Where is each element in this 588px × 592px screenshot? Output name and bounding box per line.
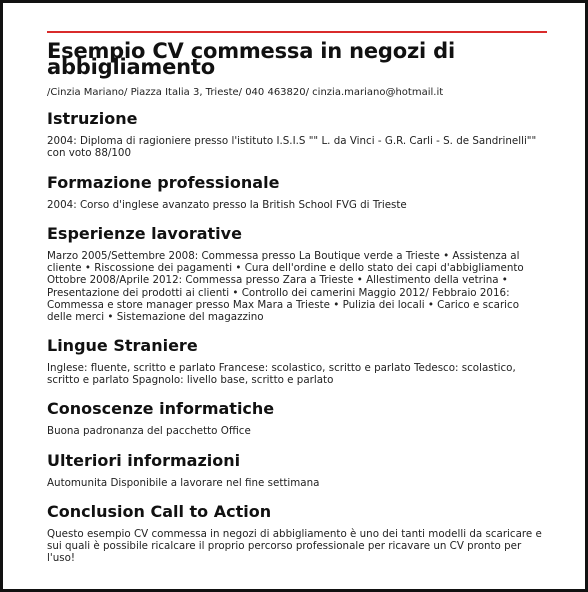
section-conoscenze	[47, 399, 547, 437]
section-esperienze	[47, 224, 547, 323]
title-accent-line	[47, 31, 547, 33]
page-title: Esempio CV commessa in negozi di abbigliamento	[47, 39, 455, 79]
section-lingue	[47, 336, 547, 386]
section-conclusion	[47, 502, 547, 565]
section-body: Marzo 2005/Settembre 2008: Commessa presso La Boutique verde a Trieste • Assistenza al cliente • Riscossione dei pagamenti • Cura dell'ordine e dello stato dei capi d'abbigliamento Ottobre 2008/Aprile 2012: Commessa presso Zara a Trieste • Allestimento della vetrina • Presentazione dei prodotti ai clienti • Controllo dei camerini Maggio 2012/ Febbraio 2016: Commessa e store manager presso Max Mara a Trieste • Pulizia dei locali • Carico e scarico delle merci • Sistemazione del magazzino	[47, 250, 524, 324]
section-formazione	[47, 173, 547, 211]
contact-line: /Cinzia Mariano/ Piazza Italia 3, Trieste/ 040 463820/ cinzia.mariano@hotmail.it	[47, 87, 444, 98]
section-ulteriori	[47, 451, 547, 489]
section-heading: Formazione professionale	[47, 173, 280, 192]
section-body: Questo esempio CV commessa in negozi di abbigliamento è uno dei tanti modelli da scaricare e sui quali è possibile ricalcare il proprio percorso professionale per ricavare un CV pronto per l'uso!	[47, 528, 542, 565]
section-istruzione	[47, 109, 547, 159]
section-body: 2004: Corso d'inglese avanzato presso la British School FVG di Trieste	[47, 199, 407, 211]
section-heading: Conclusion Call to Action	[47, 502, 272, 521]
section-body: Automunita Disponibile a lavorare nel fine settimana	[47, 477, 320, 489]
section-heading: Istruzione	[47, 109, 138, 128]
section-heading: Conoscenze informatiche	[47, 399, 275, 418]
section-heading: Lingue Straniere	[47, 336, 198, 355]
section-heading: Esperienze lavorative	[47, 224, 242, 243]
section-heading: Ulteriori informazioni	[47, 451, 241, 470]
section-body: Inglese: fluente, scritto e parlato Francese: scolastico, scritto e parlato Tedesco: scolastico, scritto e parlato Spagnolo: livello base, scritto e parlato	[47, 362, 516, 387]
section-body: Buona padronanza del pacchetto Office	[47, 425, 251, 437]
section-body: 2004: Diploma di ragioniere presso l'istituto I.S.I.S "" L. da Vinci - G.R. Carli - S. de Sandrinelli"" con voto 88/100	[47, 135, 537, 160]
